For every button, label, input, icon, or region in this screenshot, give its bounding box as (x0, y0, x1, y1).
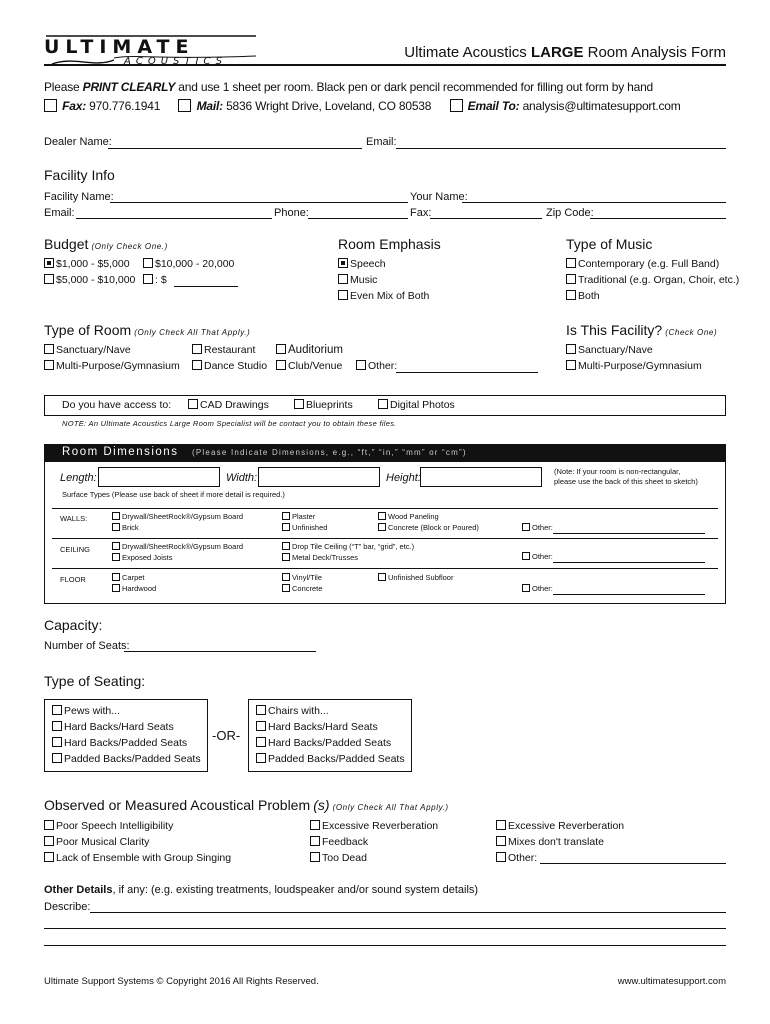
checkbox[interactable] (378, 523, 386, 531)
problem-c2b[interactable] (310, 836, 368, 848)
other-details-row (44, 884, 478, 896)
facility-is-opt2[interactable] (566, 360, 702, 372)
facility-is-opt2-label: Multi-Purpose/Gymnasium (578, 360, 702, 372)
checkbox[interactable] (192, 360, 202, 370)
brand-subname: ACOUSTICS (124, 56, 227, 67)
instructions-post: and use 1 sheet per room. Black pen or dark pencil recommended for filling out form by hand (178, 80, 654, 94)
room-opt4[interactable] (44, 360, 180, 372)
ceiling-d[interactable] (282, 553, 358, 562)
walls-e-label: Wood Paneling (388, 512, 439, 521)
pews-b[interactable] (52, 737, 187, 749)
phone-label: Phone: (274, 207, 309, 219)
room-opt2-label: Restaurant (204, 344, 256, 356)
width-field[interactable] (258, 467, 380, 487)
room-opt5-label: Dance Studio (204, 360, 268, 372)
emphasis-opt2[interactable] (338, 274, 377, 286)
mail-label: Mail: (196, 99, 223, 113)
budget-other-field[interactable] (174, 286, 238, 287)
instructions-pre: Please (44, 80, 80, 94)
phone-field[interactable] (308, 218, 408, 219)
walls-c[interactable] (282, 512, 315, 521)
access-opt2-label: Blueprints (306, 399, 353, 411)
facility-name-label: Facility Name: (44, 191, 114, 203)
checkbox[interactable] (112, 512, 120, 520)
other-details-rest: , if any: (e.g. existing treatments, loudspeaker and/or sound system details) (112, 884, 479, 896)
checkbox[interactable] (44, 820, 54, 830)
describe-field-2[interactable] (44, 928, 726, 929)
room-opt5[interactable] (192, 360, 267, 372)
checkbox[interactable] (522, 584, 530, 592)
room-opt3[interactable] (276, 344, 343, 356)
checkbox[interactable] (112, 523, 120, 531)
room-opt1[interactable] (44, 344, 131, 356)
checkbox[interactable] (192, 344, 202, 354)
checkbox[interactable] (143, 274, 153, 284)
facility-is-heading-row (566, 322, 717, 338)
checkbox[interactable] (282, 553, 290, 561)
floor-d[interactable] (282, 584, 322, 593)
problem-other-field[interactable] (540, 863, 726, 864)
floor-d-label: Concrete (292, 584, 323, 593)
pews-title[interactable] (52, 705, 120, 717)
walls-other[interactable] (522, 523, 553, 532)
access-opt2[interactable] (294, 399, 353, 411)
ceiling-other[interactable] (522, 552, 553, 561)
ceiling-other-field[interactable] (553, 562, 705, 563)
floor-c[interactable] (282, 573, 322, 582)
access-note: NOTE: An Ultimate Acoustics Large Room Specialist will be contact you to obtain these files. (62, 419, 397, 428)
zip-field[interactable] (590, 218, 726, 219)
checkbox[interactable] (496, 820, 506, 830)
checkbox[interactable] (256, 721, 266, 731)
facility-is-opt1-label: Sanctuary/Nave (578, 344, 653, 356)
checkbox[interactable] (276, 344, 286, 354)
budget-heading: Budget (44, 236, 89, 252)
problem-c2c-label: Too Dead (322, 852, 367, 864)
checkbox[interactable] (112, 584, 120, 592)
checkbox[interactable] (566, 290, 576, 300)
chairs-b-label: Hard Backs/Padded Seats (268, 737, 392, 749)
checkbox[interactable] (310, 852, 320, 862)
checkbox[interactable] (282, 512, 290, 520)
walls-other-field[interactable] (553, 533, 705, 534)
capacity-heading: Capacity: (44, 617, 103, 633)
walls-d-label: Unfinished (292, 523, 328, 532)
seating-heading: Type of Seating: (44, 673, 146, 689)
checkbox[interactable] (276, 360, 286, 370)
budget-opt4-label: : $ (155, 274, 167, 286)
walls-f-label: Concrete (Block or Poured) (388, 523, 479, 532)
problem-c1c-label: Lack of Ensemble with Group Singing (56, 852, 232, 864)
checkbox[interactable] (188, 399, 198, 409)
chairs-b[interactable] (256, 737, 391, 749)
facility-is-hint: (Check One) (665, 328, 718, 337)
chairs-title-label: Chairs with... (268, 705, 329, 717)
ceiling-b[interactable] (112, 553, 172, 562)
emphasis-opt1-label: Speech (350, 258, 386, 270)
checkbox[interactable] (566, 360, 576, 370)
facility-email-label: Email: (44, 207, 75, 219)
access-opt1-label: CAD Drawings (200, 399, 269, 411)
instructions (44, 80, 653, 94)
checkbox[interactable] (282, 523, 290, 531)
nonrect-note-1: (Note: If your room is non-rectangular, (554, 467, 681, 476)
walls-b[interactable] (112, 523, 139, 532)
checkbox[interactable] (44, 836, 54, 846)
seating-or: -OR- (212, 728, 241, 743)
surface-divider-1 (52, 538, 718, 539)
checkbox[interactable] (378, 573, 386, 581)
music-opt1-label: Contemporary (e.g. Full Band) (578, 258, 720, 270)
pews-c-label: Padded Backs/Padded Seats (64, 753, 201, 765)
problems-heading: Observed or Measured Acoustical Problem (44, 797, 311, 813)
walls-e[interactable] (378, 512, 439, 521)
room-type-heading: Type of Room (44, 322, 132, 338)
access-question: Do you have access to: (62, 399, 172, 411)
floor-other-label: Other: (532, 584, 553, 593)
music-opt2[interactable] (566, 274, 739, 286)
problem-c3b-label: Mixes don't translate (508, 836, 604, 848)
problem-c3a[interactable] (496, 820, 624, 832)
ceiling-c-label: Drop Tile Ceiling (“T” bar, “grid”, etc.) (292, 542, 415, 551)
budget-opt1[interactable] (44, 258, 130, 270)
room-other-field[interactable] (396, 372, 538, 373)
chairs-a-label: Hard Backs/Hard Seats (268, 721, 378, 733)
problem-c3c[interactable] (496, 852, 537, 864)
seats-field[interactable] (124, 651, 316, 652)
form-title (404, 44, 726, 61)
walls-b-label: Brick (122, 523, 139, 532)
floor-e[interactable] (378, 573, 453, 582)
walls-a[interactable] (112, 512, 243, 521)
problem-c3b[interactable] (496, 836, 604, 848)
problem-c1c[interactable] (44, 852, 231, 864)
checkbox[interactable] (310, 820, 320, 830)
seats-label: Number of Seats: (44, 640, 130, 652)
facility-name-field[interactable] (110, 202, 408, 203)
checkbox[interactable] (44, 274, 54, 284)
nonrect-note-2: please use the back of this sheet to sketch) (554, 477, 698, 486)
walls-d[interactable] (282, 523, 327, 532)
facility-fax-label: Fax: (410, 207, 432, 219)
dealer-email-field[interactable] (396, 148, 726, 149)
checkbox[interactable] (44, 852, 54, 862)
budget-opt2[interactable] (143, 258, 234, 270)
checkbox[interactable] (256, 705, 266, 715)
pews-a-label: Hard Backs/Hard Seats (64, 721, 174, 733)
floor-b-label: Hardwood (122, 584, 157, 593)
problem-c1a[interactable] (44, 820, 173, 832)
checkbox[interactable] (143, 258, 153, 268)
problems-hint: (Only Check All That Apply.) (332, 803, 449, 812)
floor-a-label: Carpet (122, 573, 145, 582)
problems-heading-s: (s) (313, 797, 330, 813)
music-opt2-label: Traditional (e.g. Organ, Choir, etc.) (578, 274, 740, 286)
ceiling-other-label: Other: (532, 552, 553, 561)
chairs-title[interactable] (256, 705, 329, 717)
checkbox[interactable] (112, 542, 120, 550)
checkbox[interactable] (282, 573, 290, 581)
height-field[interactable] (420, 467, 542, 487)
checkbox[interactable] (566, 274, 576, 284)
checkbox[interactable] (378, 399, 388, 409)
width-label: Width: (226, 472, 258, 484)
other-details-bold: Other Details (44, 884, 113, 896)
surface-divider-2 (52, 568, 718, 569)
access-opt3[interactable] (378, 399, 455, 411)
budget-heading-row (44, 236, 168, 252)
ceiling-a-label: Drywall/SheetRock®/Gypsum Board (122, 542, 243, 551)
facility-is-opt1[interactable] (566, 344, 653, 356)
checkbox[interactable] (496, 836, 506, 846)
room-type-heading-row (44, 322, 250, 338)
mail-value: 5836 Wright Drive, Loveland, CO 80538 (226, 99, 432, 113)
form-title-suffix: Room Analysis Form (587, 44, 726, 61)
emphasis-opt2-label: Music (350, 274, 378, 286)
checkbox[interactable] (52, 737, 62, 747)
contact-row (44, 99, 681, 113)
form-title-prefix: Ultimate Acoustics (404, 44, 527, 61)
checkbox[interactable] (52, 721, 62, 731)
fax-value: 970.776.1941 (89, 99, 161, 113)
checkbox[interactable] (310, 836, 320, 846)
checkbox[interactable] (496, 852, 506, 862)
checkbox[interactable] (522, 523, 530, 531)
dealer-name-label: Dealer Name: (44, 136, 112, 148)
walls-a-label: Drywall/SheetRock®/Gypsum Board (122, 512, 243, 521)
mail-checkbox[interactable] (178, 99, 191, 112)
checkbox[interactable] (44, 344, 54, 354)
email-label: Email To: (467, 99, 520, 113)
room-opt7-label: Other: (368, 360, 398, 372)
ceiling-b-label: Exposed Joists (122, 553, 173, 562)
checkbox[interactable] (522, 552, 530, 560)
emphasis-heading: Room Emphasis (338, 236, 441, 252)
ceiling-label: CEILING (60, 545, 91, 554)
emphasis-opt3[interactable] (338, 290, 429, 302)
chairs-c-label: Padded Backs/Padded Seats (268, 753, 405, 765)
facility-fax-field[interactable] (430, 218, 542, 219)
fax-checkbox[interactable] (44, 99, 57, 112)
access-opt3-label: Digital Photos (390, 399, 455, 411)
problem-c3a-label: Excessive Reverberation (508, 820, 625, 832)
facility-heading: Facility Info (44, 167, 115, 183)
length-label: Length: (60, 472, 97, 484)
music-opt3-label: Both (578, 290, 600, 302)
pews-c[interactable] (52, 753, 201, 765)
describe-label: Describe: (44, 901, 91, 913)
fax-label: Fax: (62, 99, 87, 113)
checkbox[interactable] (378, 512, 386, 520)
checkbox-checked[interactable] (338, 258, 348, 268)
walls-label: WALLS: (60, 514, 88, 523)
checkbox[interactable] (566, 258, 576, 268)
ceiling-d-label: Metal Deck/Trusses (292, 553, 358, 562)
facility-is-heading: Is This Facility? (566, 322, 663, 338)
checkbox[interactable] (52, 705, 62, 715)
problem-c1b[interactable] (44, 836, 149, 848)
form-title-bold: LARGE (530, 44, 584, 61)
problem-c1a-label: Poor Speech Intelligibility (56, 820, 174, 832)
problem-c2a[interactable] (310, 820, 438, 832)
describe-field-1[interactable] (90, 912, 726, 913)
email-value: analysis@ultimatesupport.com (522, 99, 681, 113)
budget-opt1-label: $1,000 - $5,000 (56, 258, 130, 270)
surface-note: Surface Types (Please use back of sheet if more detail is required.) (62, 490, 285, 499)
budget-opt3[interactable] (44, 274, 135, 286)
checkbox[interactable] (356, 360, 366, 370)
facility-email-field[interactable] (76, 218, 272, 219)
problem-c2c[interactable] (310, 852, 367, 864)
budget-opt2-label: $10,000 - 20,000 (155, 258, 235, 270)
room-type-hint: (Only Check All That Apply.) (134, 328, 251, 337)
length-field[interactable] (98, 467, 220, 487)
your-name-field[interactable] (462, 202, 726, 203)
checkbox[interactable] (112, 553, 120, 561)
music-opt1[interactable] (566, 258, 719, 270)
pews-b-label: Hard Backs/Padded Seats (64, 737, 188, 749)
height-label: Height: (386, 472, 421, 484)
floor-label: FLOOR (60, 575, 86, 584)
dimensions-hint: (Please Indicate Dimensions, e.g., “ft,” “in,” “mm” or “cm”) (192, 448, 467, 457)
problem-c2a-label: Excessive Reverberation (322, 820, 439, 832)
dealer-email-label: Email: (366, 136, 397, 148)
chairs-a[interactable] (256, 721, 378, 733)
room-opt6-label: Club/Venue (288, 360, 343, 372)
checkbox[interactable] (566, 344, 576, 354)
describe-field-3[interactable] (44, 945, 726, 946)
music-opt3[interactable] (566, 290, 600, 302)
checkbox[interactable] (256, 737, 266, 747)
floor-other[interactable] (522, 584, 553, 593)
walls-f[interactable] (378, 523, 479, 532)
your-name-label: Your Name: (410, 191, 468, 203)
checkbox[interactable] (282, 584, 290, 592)
dimensions-heading: Room Dimensions (62, 446, 179, 458)
checkbox[interactable] (338, 274, 348, 284)
ceiling-c[interactable] (282, 542, 414, 551)
problem-c1b-label: Poor Musical Clarity (56, 836, 150, 848)
title-rule (44, 64, 726, 66)
walls-c-label: Plaster (292, 512, 316, 521)
ceiling-a[interactable] (112, 542, 243, 551)
instructions-bold: PRINT CLEARLY (82, 80, 176, 94)
floor-c-label: Vinyl/Tile (292, 573, 323, 582)
budget-opt3-label: $5,000 - $10,000 (56, 274, 136, 286)
checkbox[interactable] (52, 753, 62, 763)
floor-other-field[interactable] (553, 594, 705, 595)
emphasis-opt3-label: Even Mix of Both (350, 290, 430, 302)
checkbox[interactable] (294, 399, 304, 409)
surface-table (52, 508, 718, 596)
room-opt4-label: Multi-Purpose/Gymnasium (56, 360, 180, 372)
problems-heading-row (44, 797, 449, 813)
floor-b[interactable] (112, 584, 156, 593)
budget-opt4[interactable] (143, 274, 167, 286)
room-opt3-label: Auditorium (288, 344, 343, 356)
checkbox[interactable] (112, 573, 120, 581)
footer-copyright: Ultimate Support Systems © Copyright 2016 All Rights Reserved. (44, 976, 319, 987)
chairs-c[interactable] (256, 753, 405, 765)
budget-hint: (Only Check One.) (91, 242, 168, 251)
checkbox[interactable] (282, 542, 290, 550)
checkbox-checked[interactable] (44, 258, 54, 268)
room-opt7[interactable] (356, 360, 397, 372)
checkbox[interactable] (256, 753, 266, 763)
music-heading: Type of Music (566, 236, 653, 252)
room-opt1-label: Sanctuary/Nave (56, 344, 131, 356)
brand-name: ULTIMATE (44, 36, 195, 58)
problem-c3c-label: Other: (508, 852, 538, 864)
footer-url[interactable]: www.ultimatesupport.com (617, 976, 726, 987)
pews-title-label: Pews with... (64, 705, 121, 717)
access-opt1[interactable] (188, 399, 269, 411)
floor-e-label: Unfinished Subfloor (388, 573, 454, 582)
zip-label: Zip Code: (546, 207, 594, 219)
room-opt6[interactable] (276, 360, 342, 372)
dealer-name-field[interactable] (108, 148, 362, 149)
pews-a[interactable] (52, 721, 174, 733)
email-checkbox[interactable] (450, 99, 463, 112)
checkbox[interactable] (338, 290, 348, 300)
room-opt2[interactable] (192, 344, 255, 356)
floor-a[interactable] (112, 573, 145, 582)
walls-other-label: Other: (532, 523, 553, 532)
checkbox[interactable] (44, 360, 54, 370)
emphasis-opt1[interactable] (338, 258, 386, 270)
problem-c2b-label: Feedback (322, 836, 369, 848)
